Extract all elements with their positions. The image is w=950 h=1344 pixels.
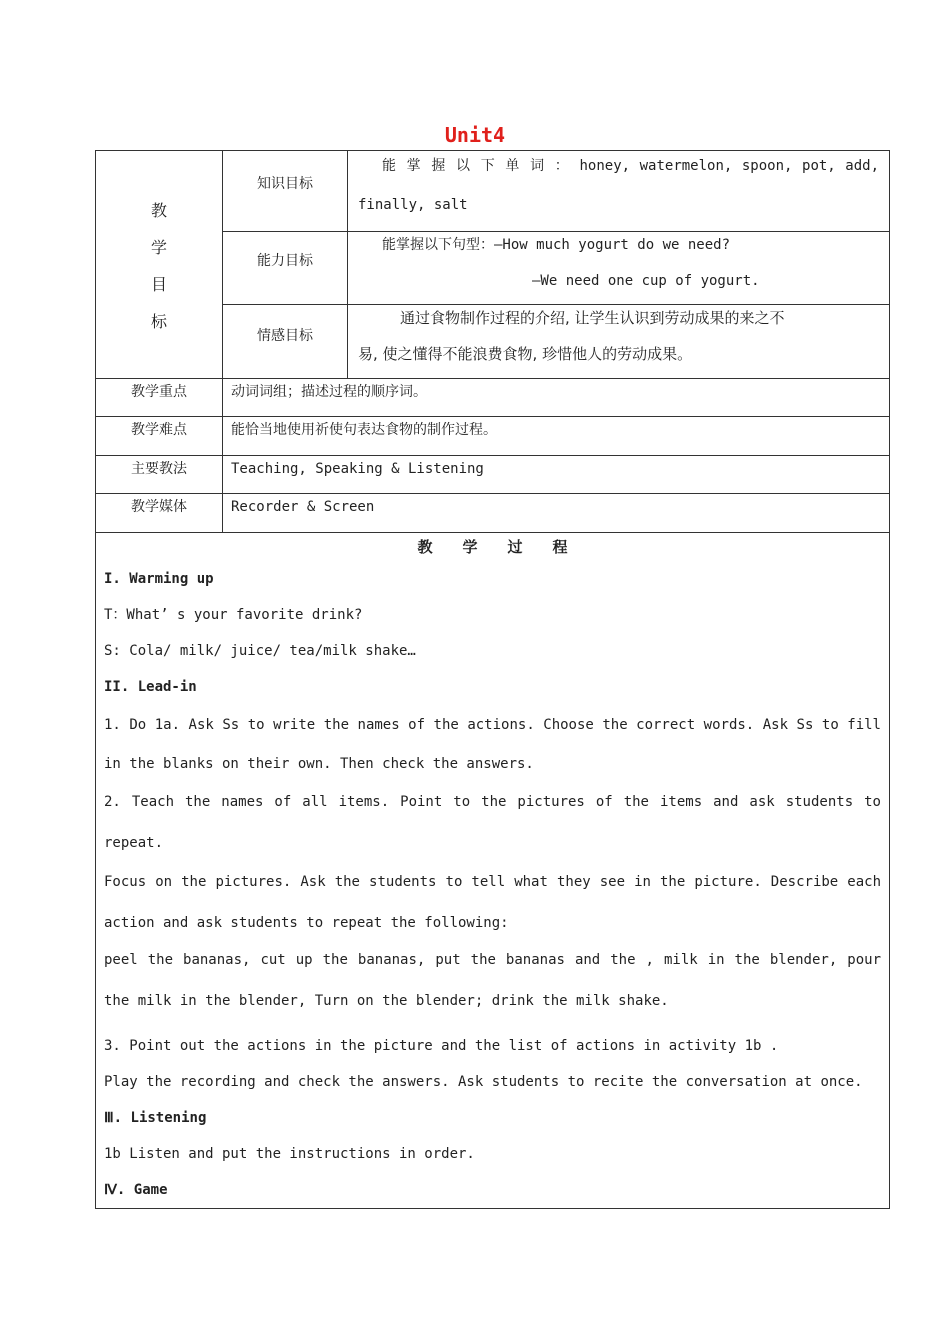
knowledge-line-2: finally, salt [358, 197, 468, 213]
paragraph: Focus on the pictures. Ask the students to tell what they see in the picture. Describe each [104, 874, 881, 890]
knowledge-line-1: 能 掌 握 以 下 单 词 ： honey, watermelon, spoon, pot, add, [382, 158, 879, 174]
document-title: Unit4 [444, 123, 506, 147]
emotion-line-1: 通过食物制作过程的介绍, 让学生认识到劳动成果的来之不 [400, 309, 785, 327]
paragraph: peel the bananas, cut up the bananas, put the bananas and the , milk in the blender, pour [104, 952, 881, 968]
paragraph: 1b Listen and put the instructions in order. [104, 1146, 475, 1162]
ability-label: 能力目标 [223, 232, 348, 305]
info-row [96, 494, 890, 533]
paragraph: 3. Point out the actions in the picture and the list of actions in activity 1b . [104, 1038, 779, 1054]
info-row [96, 417, 890, 456]
process-body [96, 561, 889, 1208]
knowledge-content [348, 151, 890, 232]
paragraph: action and ask students to repeat the following: [104, 915, 509, 931]
lesson-plan-table [95, 150, 890, 1209]
paragraph: 2. Teach the names of all items. Point to the pictures of the items and ask students to [104, 794, 881, 810]
info-label: 教学媒体 [96, 494, 223, 533]
paragraph: T：What’ s your favorite drink? [104, 607, 363, 623]
info-row [96, 456, 890, 494]
paragraph: repeat. [104, 835, 164, 851]
section-title: I. Warming up [104, 571, 214, 587]
objective-row-knowledge [96, 151, 890, 232]
paragraph: Play the recording and check the answers. Ask students to recite the conversation at once. [104, 1074, 863, 1090]
process-cell [96, 533, 890, 1209]
emotion-label: 情感目标 [223, 305, 348, 379]
objectives-label-char: 学 [150, 237, 167, 257]
objectives-label-char: 标 [150, 311, 167, 331]
info-row [96, 379, 890, 417]
info-label: 教学难点 [96, 417, 223, 456]
section-title: Ⅳ. Game [104, 1182, 168, 1198]
info-value: 能恰当地使用祈使句表达食物的制作过程。 [223, 417, 890, 456]
paragraph: 1. Do 1a. Ask Ss to write the names of the actions. Choose the correct words. Ask Ss to fill [104, 717, 881, 733]
objectives-label-char: 目 [150, 274, 167, 294]
objectives-label-char: 教 [150, 200, 167, 220]
ability-content [348, 232, 890, 305]
paragraph: S: Cola/ milk/ juice/ tea/milk shake… [104, 643, 416, 659]
emotion-content [348, 305, 890, 379]
info-label: 主要教法 [96, 456, 223, 494]
section-title: II. Lead-in [104, 679, 197, 695]
ability-line-1: 能掌握以下句型：—How much yogurt do we need? [382, 237, 731, 253]
paragraph: in the blanks on their own. Then check the answers. [104, 756, 534, 772]
info-value: 动词词组；描述过程的顺序词。 [223, 379, 890, 417]
process-row [96, 533, 890, 1209]
section-title: Ⅲ. Listening [104, 1110, 207, 1126]
info-value: Teaching, Speaking & Listening [223, 456, 890, 494]
info-label: 教学重点 [96, 379, 223, 417]
info-value: Recorder & Screen [223, 494, 890, 533]
ability-line-2: —We need one cup of yogurt. [532, 273, 760, 289]
emotion-line-2: 易, 使之懂得不能浪费食物, 珍惜他人的劳动成果。 [358, 345, 693, 363]
objectives-label-cell [96, 151, 223, 379]
knowledge-label: 知识目标 [223, 151, 348, 232]
paragraph: the milk in the blender, Turn on the blender; drink the milk shake. [104, 993, 669, 1009]
process-heading: 教学过程 [417, 538, 598, 556]
